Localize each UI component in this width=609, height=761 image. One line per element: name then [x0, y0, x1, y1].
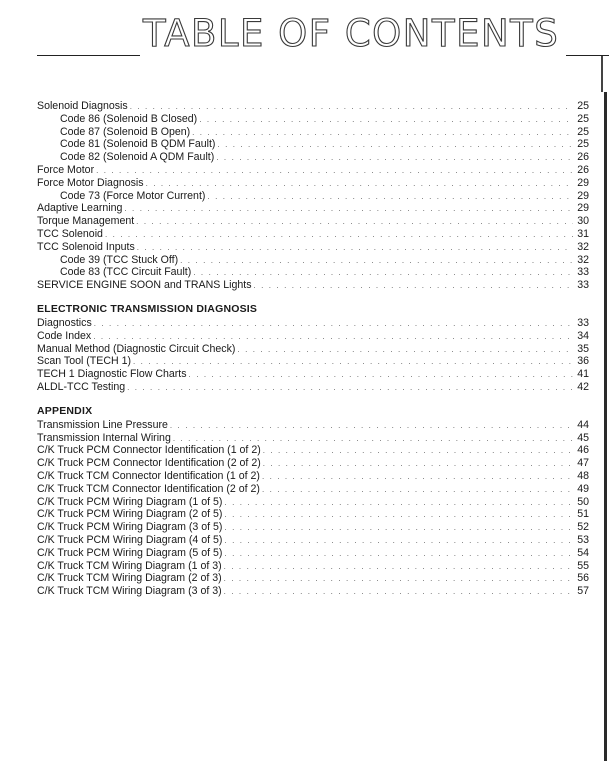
toc-entry: [37, 368, 589, 381]
toc-entry: [37, 241, 589, 254]
toc-entry: [37, 279, 589, 292]
dot-leader: [263, 458, 573, 471]
dot-leader: [254, 280, 573, 293]
toc-entry: [37, 317, 589, 330]
dot-leader: [94, 318, 573, 331]
toc-entry-title: Code 87 (Solenoid B Open): [60, 125, 191, 138]
toc-entry-page: 47: [577, 457, 589, 470]
toc-entry-page: 51: [577, 508, 589, 521]
toc-entry-page: 25: [577, 100, 589, 112]
toc-entry-page: 25: [577, 138, 589, 151]
toc-entry-title: C/K Truck TCM Connector Identification (1 of 2): [37, 469, 260, 482]
toc-entry-title: Force Motor: [37, 163, 95, 176]
dot-leader: [224, 561, 573, 574]
toc-entry-title: Code Index: [37, 329, 92, 342]
toc-entry: [37, 228, 589, 241]
toc-entry: [37, 202, 589, 215]
toc-entry-title: C/K Truck PCM Connector Identification (2 of 2): [37, 457, 261, 470]
toc-entry-title: SERVICE ENGINE SOON and TRANS Lights: [37, 279, 252, 292]
dot-leader: [216, 152, 573, 165]
toc-entry-page: 32: [577, 253, 589, 266]
toc-entry-page: 56: [577, 572, 589, 585]
toc-entry-page: 46: [577, 444, 589, 457]
toc-entry-page: 26: [577, 151, 589, 164]
toc-entry-title: C/K Truck TCM Wiring Diagram (3 of 3): [37, 585, 222, 598]
toc-section: [37, 303, 589, 394]
dot-leader: [199, 114, 573, 127]
toc-section: [37, 100, 589, 292]
toc-entry: [37, 444, 589, 457]
toc-entry: [37, 126, 589, 139]
toc-entry-title: C/K Truck TCM Wiring Diagram (2 of 3): [37, 572, 222, 585]
header-rule-left: [37, 55, 140, 56]
dot-leader: [237, 344, 573, 357]
dot-leader: [263, 445, 573, 458]
dot-leader: [192, 127, 573, 140]
dot-leader: [127, 382, 573, 395]
toc-entry: [37, 457, 589, 470]
toc-entry-page: 33: [577, 316, 589, 329]
toc-entry-title: Scan Tool (TECH 1): [37, 355, 132, 368]
section-heading: ELECTRONIC TRANSMISSION DIAGNOSIS: [37, 302, 258, 315]
toc-entry-page: 25: [577, 125, 589, 138]
toc-entry-title: Diagnostics: [37, 316, 92, 329]
toc-entry-page: 35: [577, 342, 589, 355]
toc-entry-title: Code 39 (TCC Stuck Off): [60, 253, 179, 266]
toc-entry-title: C/K Truck PCM Connector Identification (1 of 2): [37, 444, 261, 457]
toc-entry: [37, 470, 589, 483]
dot-leader: [170, 420, 573, 433]
page-title: TABLE OF CONTENTS: [143, 12, 560, 55]
toc-entry-title: TECH 1 Diagnostic Flow Charts: [37, 368, 187, 381]
toc-entry-page: 34: [577, 329, 589, 342]
toc-entry: [37, 419, 589, 432]
toc-entry-title: ALDL-TCC Testing: [37, 380, 126, 393]
toc-entry-page: 29: [577, 189, 589, 202]
toc-entry-title: Adaptive Learning: [37, 202, 123, 215]
toc-section: [37, 405, 589, 598]
toc-entry: [37, 113, 589, 126]
dot-leader: [224, 586, 573, 599]
toc-entry-title: Solenoid Diagnosis: [37, 100, 128, 112]
toc-entry: [37, 100, 589, 113]
toc-entry: [37, 266, 589, 279]
toc-entry-title: Code 86 (Solenoid B Closed): [60, 112, 198, 125]
toc-entry-title: Manual Method (Diagnostic Circuit Check): [37, 342, 236, 355]
dot-leader: [224, 535, 573, 548]
dot-leader: [224, 522, 573, 535]
toc-entry-title: TCC Solenoid: [37, 227, 103, 240]
toc-entry-page: 29: [577, 202, 589, 215]
dot-leader: [262, 471, 573, 484]
toc-entry-page: 48: [577, 469, 589, 482]
dot-leader: [133, 356, 573, 369]
toc-entry-page: 52: [577, 521, 589, 534]
dot-leader: [146, 178, 573, 191]
toc-entry: [37, 164, 589, 177]
dot-leader: [207, 191, 573, 204]
toc-entry-page: 33: [577, 279, 589, 292]
toc-entry-title: C/K Truck PCM Wiring Diagram (1 of 5): [37, 495, 223, 508]
toc-entry-page: 55: [577, 559, 589, 572]
toc-entry: [37, 151, 589, 164]
toc-entry: [37, 534, 589, 547]
toc-entry-page: 32: [577, 240, 589, 253]
toc-entry: [37, 521, 589, 534]
dot-leader: [224, 497, 573, 510]
toc-entry-title: Code 81 (Solenoid B QDM Fault): [60, 138, 216, 151]
dot-leader: [96, 165, 573, 178]
toc-entry-title: Force Motor Diagnosis: [37, 176, 144, 189]
toc-entry-title: C/K Truck PCM Wiring Diagram (4 of 5): [37, 533, 223, 546]
toc-entry-title: C/K Truck TCM Connector Identification (2 of 2): [37, 482, 260, 495]
page-header: [0, 0, 609, 70]
dot-leader: [189, 369, 573, 382]
toc-entry: [37, 177, 589, 190]
toc-entry-page: 44: [577, 418, 589, 431]
table-of-contents: [37, 100, 589, 598]
toc-entry-title: C/K Truck TCM Wiring Diagram (1 of 3): [37, 559, 222, 572]
dot-leader: [224, 509, 573, 522]
toc-entry-page: 31: [577, 227, 589, 240]
dot-leader: [124, 203, 573, 216]
toc-entry: [37, 496, 589, 509]
toc-entry-title: TCC Solenoid Inputs: [37, 240, 135, 253]
toc-entry-page: 50: [577, 495, 589, 508]
toc-entry: [37, 432, 589, 445]
toc-entry: [37, 330, 589, 343]
toc-entry-page: 30: [577, 215, 589, 228]
toc-entry-page: 57: [577, 585, 589, 598]
dot-leader: [180, 255, 573, 268]
toc-entry-page: 42: [577, 380, 589, 393]
toc-entry: [37, 138, 589, 151]
toc-entry: [37, 585, 589, 598]
dot-leader: [136, 216, 573, 229]
toc-entry: [37, 547, 589, 560]
toc-entry-title: Torque Management: [37, 215, 135, 228]
toc-entry: [37, 560, 589, 573]
dot-leader: [137, 242, 573, 255]
toc-entry-title: Code 83 (TCC Circuit Fault): [60, 266, 192, 279]
page-edge-border: [604, 92, 607, 761]
dot-leader: [224, 548, 573, 561]
toc-entry: [37, 355, 589, 368]
toc-entry: [37, 215, 589, 228]
toc-entry: [37, 508, 589, 521]
toc-entry-page: 33: [577, 266, 589, 279]
toc-entry-page: 54: [577, 546, 589, 559]
toc-entry-title: Code 82 (Solenoid A QDM Fault): [60, 151, 215, 164]
dot-leader: [105, 229, 573, 242]
dot-leader: [224, 573, 573, 586]
toc-entry: [37, 483, 589, 496]
toc-entry-title: Transmission Internal Wiring: [37, 431, 171, 444]
toc-entry-title: Transmission Line Pressure: [37, 418, 168, 431]
dot-leader: [217, 139, 573, 152]
toc-entry-page: 41: [577, 368, 589, 381]
page-edge-mark: [601, 56, 603, 92]
toc-entry-page: 53: [577, 533, 589, 546]
section-heading: APPENDIX: [37, 404, 93, 417]
toc-entry-title: Code 73 (Force Motor Current): [60, 189, 206, 202]
toc-entry-page: 36: [577, 355, 589, 368]
toc-entry-title: C/K Truck PCM Wiring Diagram (2 of 5): [37, 508, 223, 521]
toc-entry: [37, 572, 589, 585]
toc-entry-page: 45: [577, 431, 589, 444]
dot-leader: [262, 484, 573, 497]
toc-entry-title: C/K Truck PCM Wiring Diagram (5 of 5): [37, 546, 223, 559]
toc-entry-title: C/K Truck PCM Wiring Diagram (3 of 5): [37, 521, 223, 534]
toc-entry-page: 25: [577, 112, 589, 125]
toc-entry: [37, 343, 589, 356]
toc-entry: [37, 190, 589, 203]
toc-entry-page: 26: [577, 163, 589, 176]
toc-entry: [37, 254, 589, 267]
toc-entry-page: 29: [577, 176, 589, 189]
toc-entry: [37, 381, 589, 394]
toc-entry-page: 49: [577, 482, 589, 495]
